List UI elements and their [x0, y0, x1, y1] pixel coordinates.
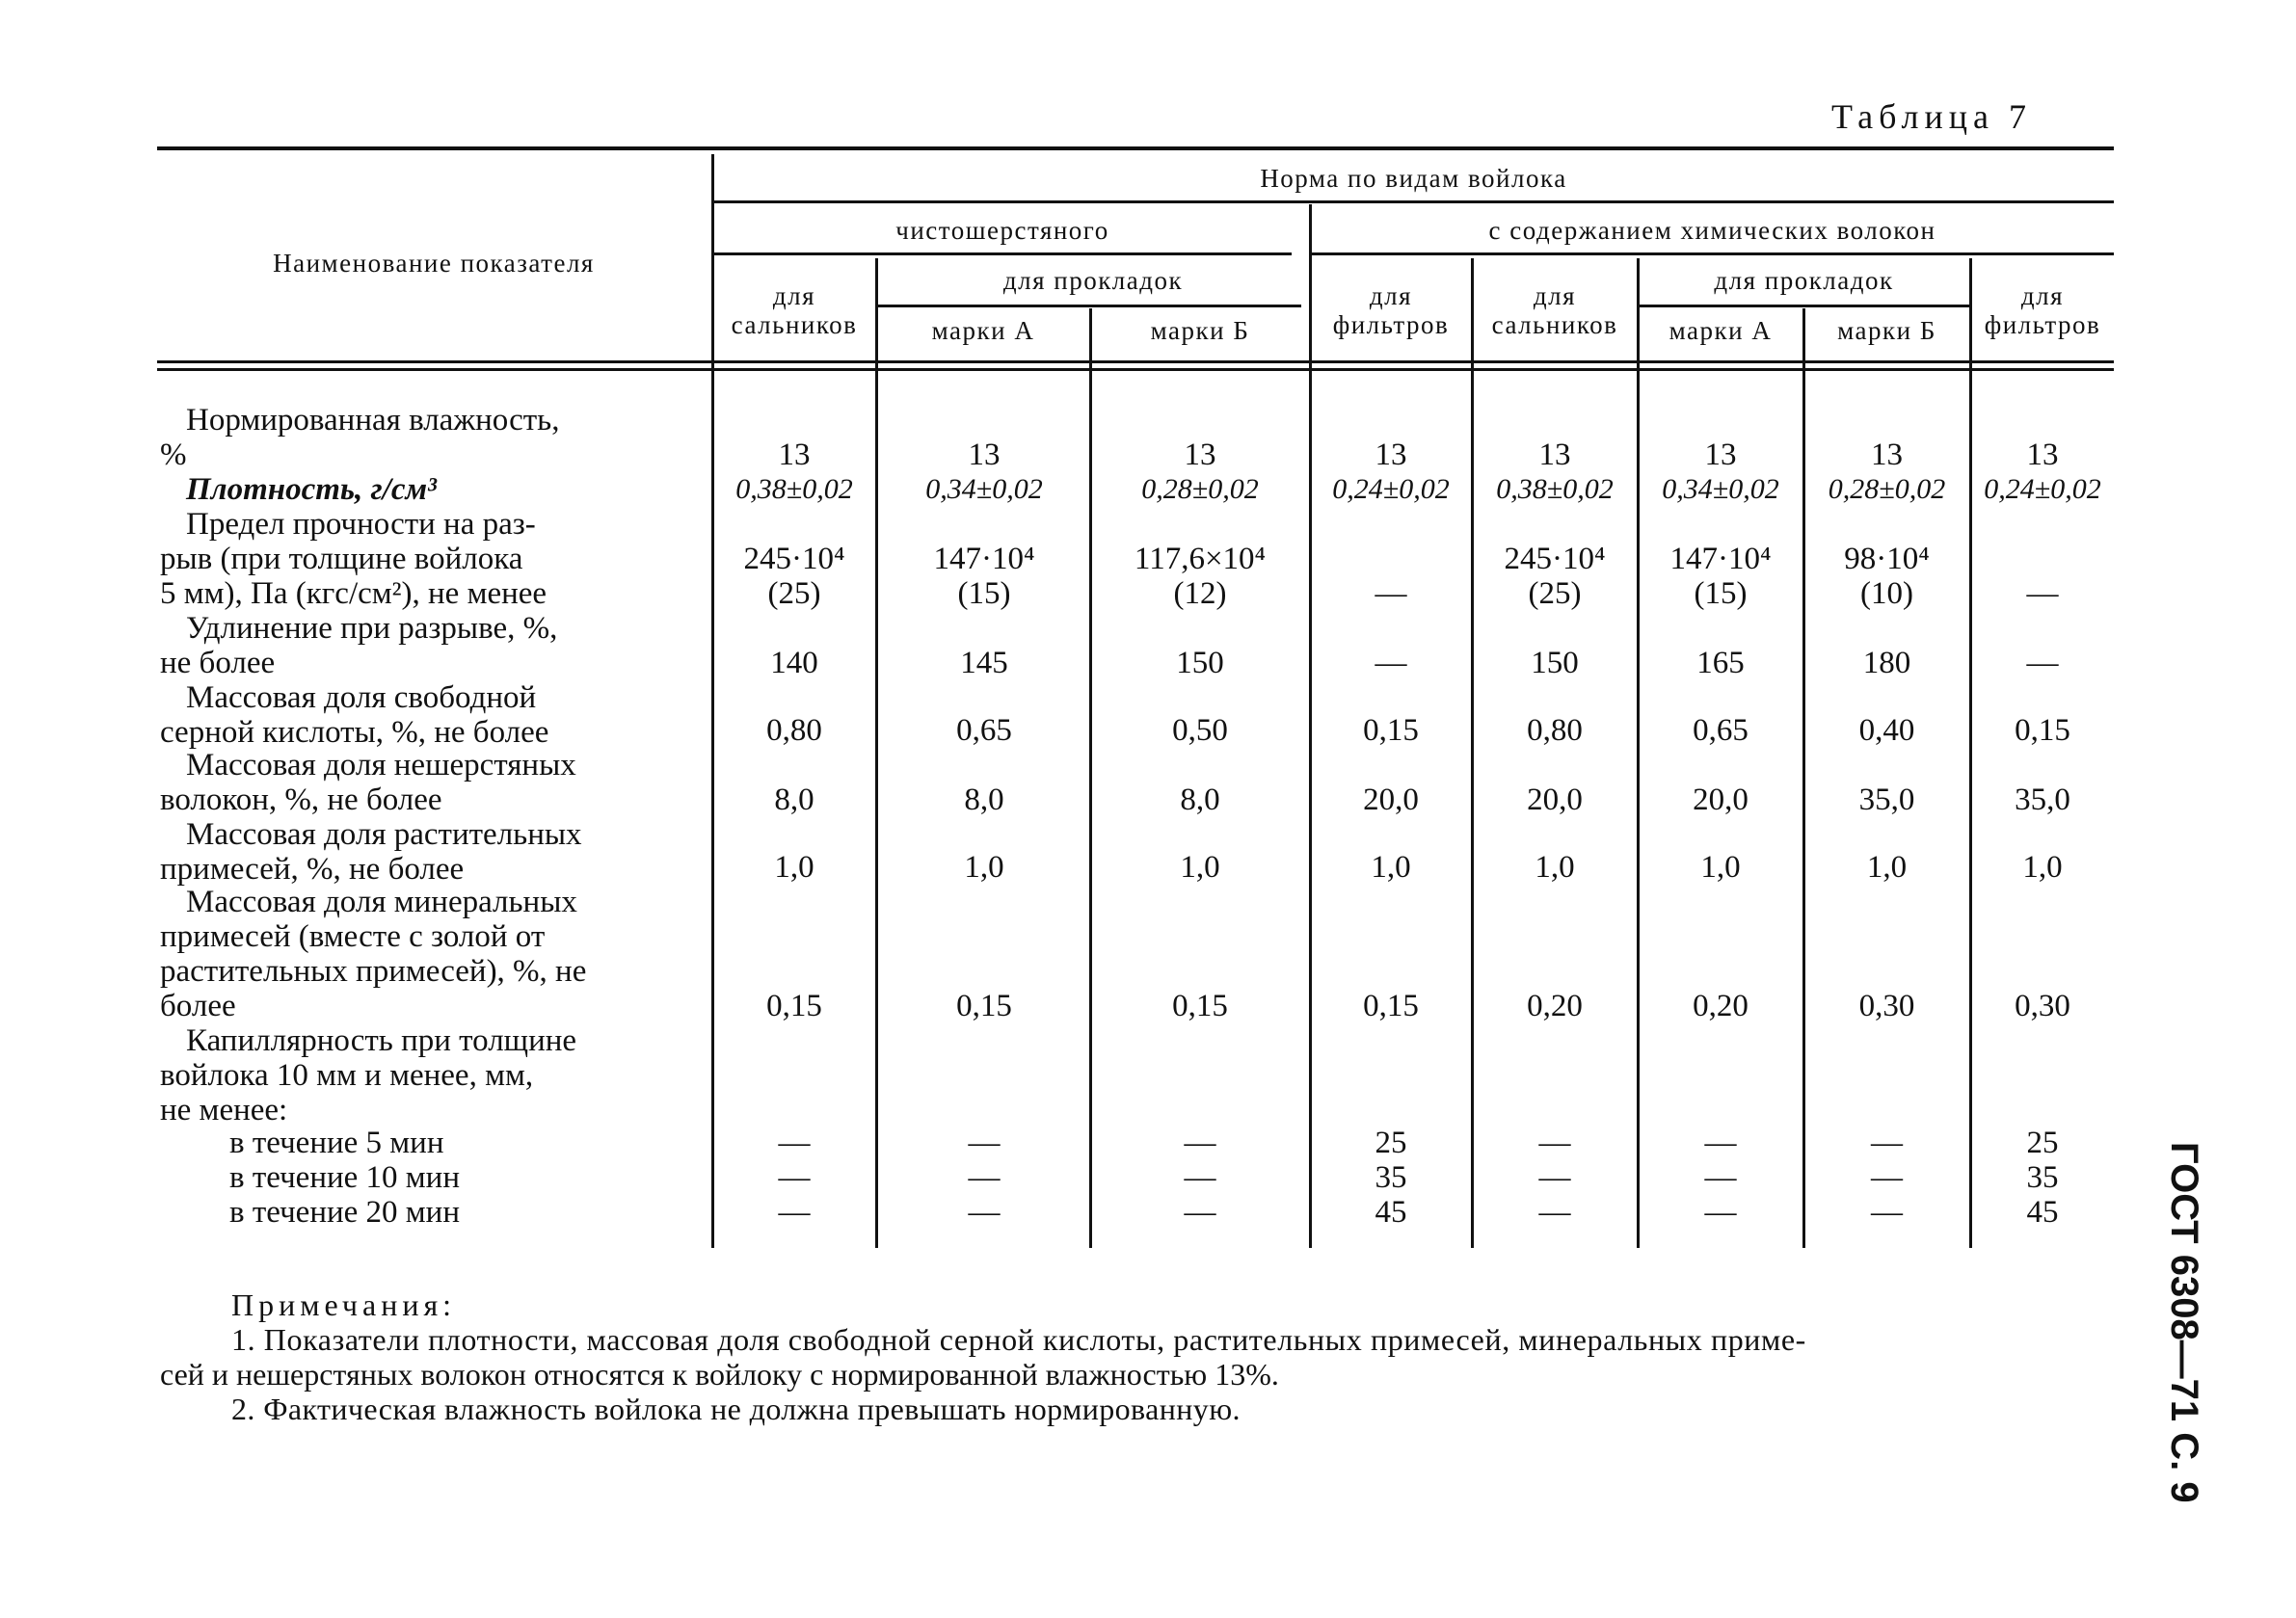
- cell-r5-c5: 20,0: [1693, 782, 1749, 817]
- cell-r4-c7: 0,15: [2015, 713, 2070, 748]
- cell-r11-c3: 45: [1375, 1195, 1407, 1230]
- notes-title: Примечания:: [231, 1287, 457, 1322]
- cell-r0-c7: 13: [2026, 438, 2059, 472]
- gaskets-rule-wool: [877, 305, 1301, 307]
- cell-r3-c5: 165: [1696, 646, 1745, 680]
- cell-r1-c2: 0,28±0,02: [1141, 473, 1259, 505]
- cell-r11-c7: 45: [2026, 1195, 2059, 1230]
- cell-r1-c5: 0,34±0,02: [1662, 473, 1779, 505]
- cell-r5-c2: 8,0: [1180, 782, 1220, 817]
- row-label-strength: Предел прочности на раз- рыв (при толщине войлока 5 мм), Па (кгс/см²), не менее: [160, 507, 547, 611]
- note-2: 2. Фактическая влажность войлока не должна превышать нормированную.: [231, 1392, 1241, 1426]
- note-1-line-1: 1. Показатели плотности, массовая доля свободной серной кислоты, растительных примесей, минеральных приме-: [231, 1322, 1806, 1357]
- cell-r2-c0: 245·10⁴: [743, 542, 845, 576]
- cell-r0-c0: 13: [778, 438, 811, 472]
- row-label-20min: в течение 20 мин: [229, 1195, 460, 1230]
- cell-r11-c6: —: [1871, 1195, 1903, 1230]
- cell-r2-c0-sub: (25): [767, 576, 821, 611]
- cell-r2-c2-sub: (12): [1173, 576, 1227, 611]
- cell-r0-c3: 13: [1375, 438, 1407, 472]
- cell-r7-c0: 0,15: [766, 989, 822, 1023]
- col-divider-4: [1471, 258, 1474, 1248]
- cell-r3-c4: 150: [1531, 646, 1579, 680]
- cell-r4-c1: 0,65: [956, 713, 1012, 748]
- header-glands-wool: для сальников: [731, 281, 858, 339]
- row-label-mineral: Массовая доля минеральных примесей (вместе с золой от растительных примесей), %, не более: [160, 885, 587, 1023]
- row-label-capillarity: Капиллярность при толщине войлока 10 мм и менее, мм, не менее:: [160, 1023, 577, 1127]
- cell-r5-c6: 35,0: [1858, 782, 1915, 817]
- cell-r2-c4-sub: (25): [1528, 576, 1582, 611]
- header-brand-b-wool: марки Б: [1150, 316, 1250, 345]
- cell-r6-c1: 1,0: [964, 850, 1004, 885]
- header-bottom-rule: [157, 360, 2114, 363]
- header-brand-b-chem: марки Б: [1837, 316, 1936, 345]
- cell-r4-c2: 0,50: [1172, 713, 1228, 748]
- cell-r1-c0: 0,38±0,02: [735, 473, 853, 505]
- row-label-10min: в течение 10 мин: [229, 1160, 460, 1195]
- cell-r0-c1: 13: [968, 438, 1001, 472]
- cell-r2-c1: 147·10⁴: [933, 542, 1035, 576]
- cell-r4-c5: 0,65: [1693, 713, 1749, 748]
- row-label-nonwool: Массовая доля нешерстяных волокон, %, не более: [160, 748, 576, 817]
- cell-r10-c5: —: [1704, 1160, 1737, 1195]
- cell-r3-c6: 180: [1862, 646, 1911, 680]
- header-group-chem: с содержанием химических волокон: [1488, 216, 1936, 245]
- cell-r3-c0: 140: [770, 646, 818, 680]
- cell-r1-c6: 0,28±0,02: [1828, 473, 1946, 505]
- cell-r7-c3: 0,15: [1363, 989, 1419, 1023]
- cell-r11-c1: —: [968, 1195, 1001, 1230]
- header-norm: Норма по видам войлока: [1260, 164, 1567, 193]
- cell-r4-c3: 0,15: [1363, 713, 1419, 748]
- header-brand-a-chem: марки А: [1669, 316, 1773, 345]
- header-filters-chem: для фильтров: [1332, 281, 1450, 339]
- gaskets-rule-chem: [1637, 305, 1969, 307]
- cell-r2-c3-sub: —: [1375, 576, 1407, 611]
- cell-r0-c5: 13: [1704, 438, 1737, 472]
- cell-r6-c3: 1,0: [1371, 850, 1411, 885]
- cell-r7-c5: 0,20: [1693, 989, 1749, 1023]
- table-title: Таблица 7: [1831, 97, 2032, 136]
- cell-r1-c7: 0,24±0,02: [1984, 473, 2101, 505]
- cell-r6-c6: 1,0: [1866, 850, 1908, 885]
- cell-r9-c2: —: [1184, 1126, 1216, 1160]
- cell-r5-c3: 20,0: [1363, 782, 1419, 817]
- cell-r0-c6: 13: [1871, 438, 1903, 472]
- cell-r6-c5: 1,0: [1700, 850, 1741, 885]
- header-group-wool: чистошерстяного: [895, 216, 1109, 245]
- cell-r10-c2: —: [1184, 1160, 1216, 1195]
- col-divider-5: [1637, 258, 1640, 1248]
- cell-r11-c0: —: [778, 1195, 811, 1230]
- cell-r7-c1: 0,15: [956, 989, 1012, 1023]
- row-label-elongation: Удлинение при разрыве, %, не более: [160, 611, 558, 680]
- cell-r9-c5: —: [1704, 1126, 1737, 1160]
- cell-r2-c4: 245·10⁴: [1504, 542, 1606, 576]
- row-label-5min: в течение 5 мин: [229, 1126, 444, 1160]
- cell-r1-c1: 0,34±0,02: [925, 473, 1043, 505]
- norm-rule: [713, 200, 2114, 203]
- col-divider-1: [875, 258, 878, 1248]
- header-bottom-rule-2: [157, 368, 2114, 371]
- cell-r11-c2: —: [1184, 1195, 1216, 1230]
- col-divider-name: [711, 154, 714, 1248]
- row-label-plant: Массовая доля растительных примесей, %, не более: [160, 817, 582, 887]
- cell-r7-c7: 0,30: [2015, 989, 2070, 1023]
- cell-r3-c2: 150: [1176, 646, 1224, 680]
- cell-r0-c2: 13: [1184, 438, 1216, 472]
- cell-r6-c0: 1,0: [774, 850, 814, 885]
- cell-r6-c7: 1,0: [2022, 850, 2063, 885]
- cell-r10-c0: —: [778, 1160, 811, 1195]
- cell-r10-c4: —: [1538, 1160, 1571, 1195]
- cell-r2-c1-sub: (15): [957, 576, 1011, 611]
- header-gaskets-chem: для прокладок: [1714, 266, 1894, 295]
- header-glands-chem: для сальников: [1491, 281, 1618, 339]
- cell-r1-c4: 0,38±0,02: [1496, 473, 1614, 505]
- header-gaskets-wool: для прокладок: [1002, 266, 1184, 295]
- cell-r4-c0: 0,80: [766, 713, 822, 748]
- row-label-acid: Массовая доля свободной серной кислоты, %, не более: [160, 680, 549, 750]
- cell-r2-c6-sub: (10): [1860, 576, 1913, 611]
- cell-r10-c3: 35: [1375, 1160, 1407, 1195]
- cell-r2-c2: 117,6×10⁴: [1134, 542, 1267, 576]
- cell-r5-c4: 20,0: [1527, 782, 1583, 817]
- cell-r6-c4: 1,0: [1535, 850, 1575, 885]
- cell-r11-c5: —: [1704, 1195, 1737, 1230]
- cell-r2-c6: 98·10⁴: [1844, 542, 1930, 576]
- row-label-moisture: Нормированная влажность,: [186, 403, 560, 438]
- cell-r10-c6: —: [1871, 1160, 1903, 1195]
- cell-r4-c4: 0,80: [1527, 713, 1583, 748]
- cell-r11-c4: —: [1538, 1195, 1571, 1230]
- cell-r5-c7: 35,0: [2015, 782, 2070, 817]
- cell-r5-c0: 8,0: [774, 782, 814, 817]
- cell-r10-c7: 35: [2026, 1160, 2059, 1195]
- cell-r9-c0: —: [778, 1126, 811, 1160]
- cell-r9-c1: —: [968, 1126, 1001, 1160]
- header-brand-a-wool: марки А: [931, 316, 1035, 345]
- cell-r6-c2: 1,0: [1180, 850, 1220, 885]
- row-label-density: Плотность, г/см³: [186, 472, 437, 507]
- cell-r10-c1: —: [968, 1160, 1001, 1195]
- note-1-line-2: сей и нешерстяных волокон относятся к войлоку с нормированной влажностью 13%.: [160, 1357, 1279, 1392]
- cell-r0-c4: 13: [1538, 438, 1571, 472]
- cell-r9-c6: —: [1871, 1126, 1903, 1160]
- cell-r7-c4: 0,20: [1527, 989, 1583, 1023]
- cell-r2-c7-sub: —: [2026, 576, 2059, 611]
- cell-r2-c5-sub: (15): [1694, 576, 1748, 611]
- cell-r9-c3: 25: [1375, 1126, 1407, 1160]
- cell-r3-c1: 145: [960, 646, 1008, 680]
- row-label-moisture-unit: %: [160, 438, 187, 472]
- cell-r2-c5: 147·10⁴: [1669, 542, 1772, 576]
- side-stamp: ГОСТ 6308—71 С. 9: [2163, 1142, 2205, 1503]
- cell-r4-c6: 0,40: [1858, 713, 1915, 748]
- cell-r1-c3: 0,24±0,02: [1332, 473, 1450, 505]
- cell-r9-c7: 25: [2026, 1126, 2059, 1160]
- header-indicator-name: Наименование показателя: [273, 249, 595, 278]
- top-rule: [157, 146, 2114, 150]
- cell-r3-c3: —: [1375, 646, 1407, 680]
- cell-r9-c4: —: [1538, 1126, 1571, 1160]
- header-filters-chem-2: для фильтров: [1984, 281, 2101, 339]
- group-rule-chem: [1311, 252, 2114, 255]
- cell-r5-c1: 8,0: [964, 782, 1004, 817]
- cell-r7-c2: 0,15: [1172, 989, 1228, 1023]
- col-divider-7: [1969, 258, 1972, 1248]
- cell-r3-c7: —: [2026, 646, 2059, 680]
- cell-r7-c6: 0,30: [1858, 989, 1915, 1023]
- group-rule-wool: [713, 252, 1292, 255]
